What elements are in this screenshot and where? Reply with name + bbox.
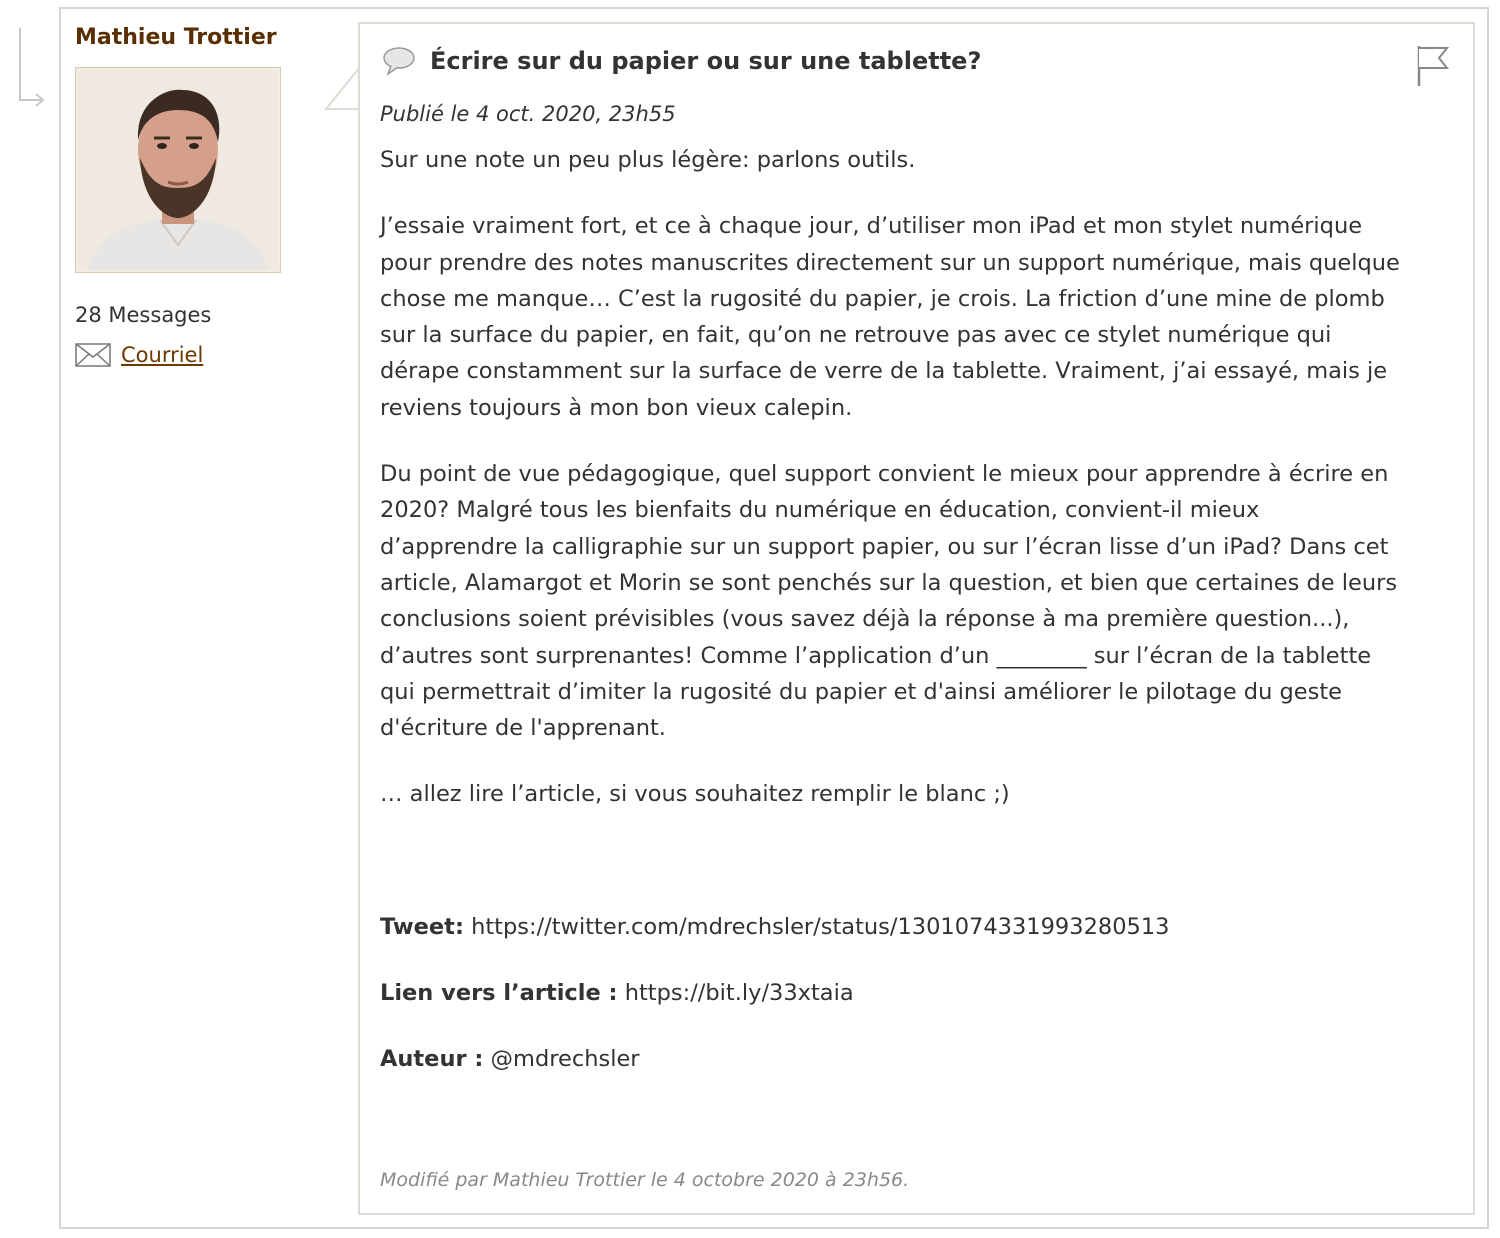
tweet-line <box>380 909 1400 945</box>
author-name[interactable]: Mathieu Trottier <box>75 25 277 50</box>
article-url[interactable]: https://bit.ly/33xtaia <box>617 980 854 1007</box>
envelope-icon[interactable] <box>75 343 111 367</box>
edited-note: Modifié par Mathieu Trottier le 4 octobre 2020 à 23h56. <box>380 1169 910 1191</box>
reply-arrow-icon <box>18 28 46 114</box>
post-paragraph: Sur une note un peu plus légère: parlons outils. <box>380 147 916 173</box>
article-link-line <box>380 975 1400 1011</box>
bubble-pointer <box>324 67 360 111</box>
tweet-url[interactable]: https://twitter.com/mdrechsler/status/1301074331993280513 <box>463 913 1170 940</box>
author-handle-line <box>380 1041 1400 1077</box>
post-content <box>358 22 1475 1215</box>
message-count: 28 Messages <box>75 303 212 328</box>
forum-post <box>59 7 1489 1229</box>
author-handle-label: Auteur : <box>380 1046 484 1073</box>
post-title[interactable]: Écrire sur du papier ou sur une tablette? <box>430 47 982 75</box>
email-link[interactable]: Courriel <box>121 343 204 368</box>
post-paragraph: J’essaie vraiment fort, et ce à chaque jour, d’utiliser mon iPad et mon stylet numérique pour prendre des notes manuscrites directement sur un support numérique, mais quelque chose me manque… C’est la rugosité du papier, je crois. La friction d’une mine de plomb sur la surface du papier, en fait, qu’on ne retrouve pas avec ce stylet numérique qui dérape constamment sur la surface de verre de la tablette. Vraiment, j’ai essayé, mais je reviens toujours à mon bon vieux calepin. <box>380 213 1400 421</box>
speech-bubble-icon <box>382 46 416 76</box>
flag-icon[interactable] <box>1415 44 1451 88</box>
email-row[interactable] <box>75 343 345 367</box>
avatar[interactable] <box>75 67 281 273</box>
author-panel <box>75 25 345 367</box>
post-paragraph: Du point de vue pédagogique, quel support convient le mieux pour apprendre à écrire en 2020? Malgré tous les bienfaits du numérique en éducation, convient-il mieux d’apprendre la calligraphie sur un support papier, ou sur l’écran lisse d’un iPad? Dans cet article, Alamargot et Morin se sont penchés sur la question, et bien que certaines de leurs conclusions soient prévisibles (vous savez déjà la réponse à ma première question...), d’autres sont surprenantes! Comme l’application d’un ________ sur l’écran de la tablette qui permettrait d’imiter la rugosité du papier et d'ainsi améliorer le pilotage du geste d'écriture de l'apprenant. <box>380 461 1398 742</box>
post-date: Publié le 4 oct. 2020, 23h55 <box>380 102 676 126</box>
post-paragraph: … allez lire l’article, si vous souhaitez remplir le blanc ;) <box>380 781 1010 808</box>
tweet-label: Tweet: <box>380 913 464 940</box>
avatar-image <box>78 70 278 270</box>
article-link-label: Lien vers l’article : <box>380 980 618 1007</box>
post-body <box>380 142 1400 1108</box>
post-title-row <box>382 46 981 76</box>
author-handle[interactable]: @mdrechsler <box>483 1046 640 1073</box>
